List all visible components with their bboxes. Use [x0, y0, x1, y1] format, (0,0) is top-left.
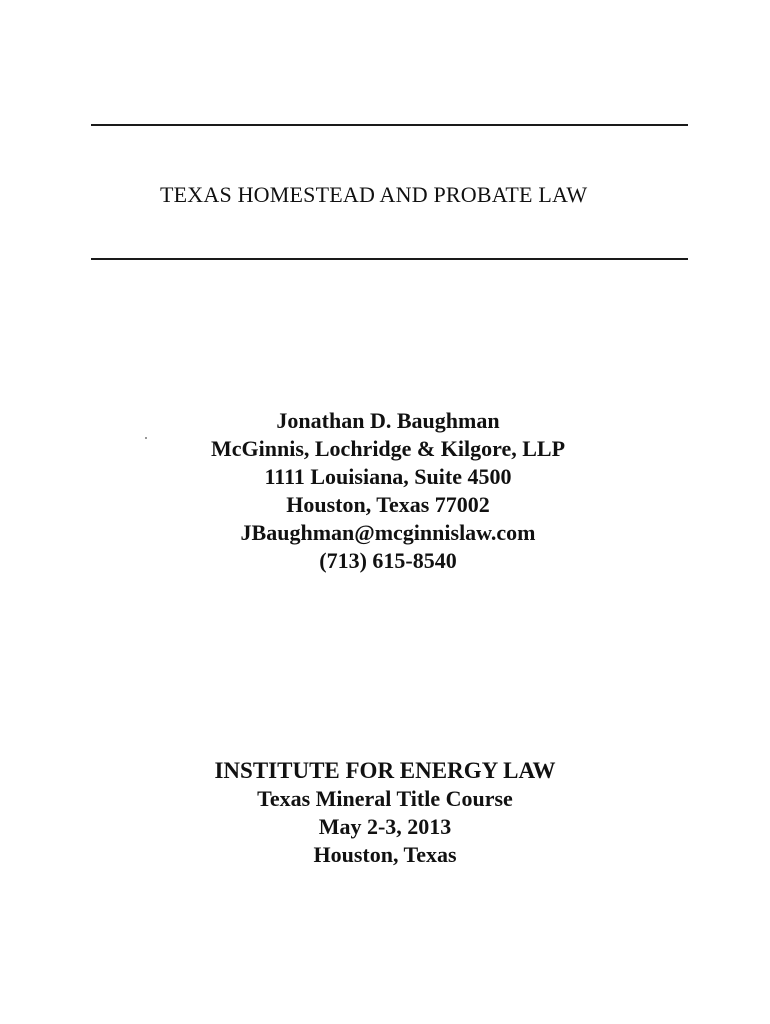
- event-organization: INSTITUTE FOR ENERGY LAW: [214, 758, 556, 783]
- event-course: Texas Mineral Title Course: [257, 786, 513, 811]
- author-email: JBaughman@mcginnislaw.com: [240, 520, 536, 545]
- author-phone: (713) 615-8540: [319, 548, 457, 573]
- bottom-horizontal-rule: [91, 258, 688, 260]
- event-location: Houston, Texas: [313, 842, 457, 867]
- author-address-line1: 1111 Louisiana, Suite 4500: [264, 464, 512, 489]
- author-firm: McGinnis, Lochridge & Kilgore, LLP: [210, 436, 566, 461]
- author-name: Jonathan D. Baughman: [276, 408, 500, 433]
- event-block: [0, 757, 770, 869]
- document-title: TEXAS HOMESTEAD AND PROBATE LAW: [160, 182, 588, 207]
- author-contact-block: [0, 407, 770, 575]
- event-dates: May 2-3, 2013: [318, 814, 452, 839]
- author-address-line2: Houston, Texas 77002: [286, 492, 490, 517]
- top-horizontal-rule: [91, 124, 688, 126]
